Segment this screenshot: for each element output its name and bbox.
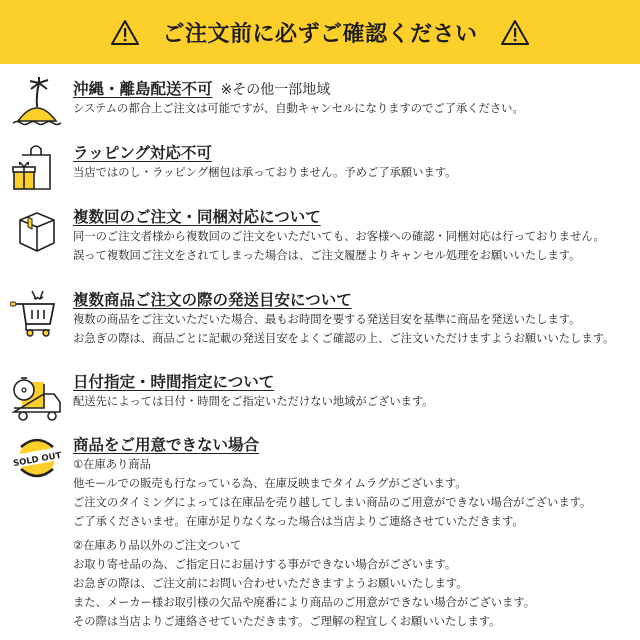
section-body: ①在庫あり商品 他モールでの販売も行なっている為、在庫反映までタイムラグがございます。 ご注文のタイミングによっては在庫品を売り越してしまい商品のご用意ができない場合がございます。 ご了承くださいませ。在庫が足りなくなった場合は当店よりご連絡させていただきます。 ②在庫あり品以外のご注文ついて お取り寄せ品の為、ご指定日にお届けする事ができない場合がございます。 お急ぎの際は、ご注文前にお問い合わせいただきますようお願いいたします。 また、メーカー様お取引様の欠品や廃番により商品のご用意ができない場合がございます。 その際は当店よりご連絡させていただきます。ご理解の程宜しくお願いいたします。 <box>73 458 592 628</box>
cart-icon <box>10 288 64 342</box>
palm-island-icon <box>10 77 64 131</box>
section-title: 商品をご用意できない場合 <box>73 436 260 454</box>
box-icon <box>10 205 64 259</box>
header-banner <box>0 0 640 64</box>
section-body: 同一のご注文者様から複数回のご注文をいただいても、お客様への確認・同梱対応は行っておりません。 誤って複数回ご注文をされてしまった場合は、ご注文履歴よりキャンセル処理をお願いいたします。 <box>73 230 605 262</box>
section-body: 複数の商品をご注文いただいた場合、最もお時間を要する発送目安を基準に商品を発送いたします。 お急ぎの際は、商品ごとに記載の発送目安をよくご確認の上、ご注文いただけますようお願いいたします。 <box>73 313 615 345</box>
section-title: ラッピング対応不可 <box>73 144 212 162</box>
section-body: システムの都合上ご注文は可能ですが、自動キャンセルになりますのでご了承ください。 <box>73 102 524 115</box>
section-title: 複数商品ご注文の際の発送目安について <box>73 291 352 309</box>
section-body: 配送先によっては日付・時間をご指定いただけない地域がございます。 <box>73 395 434 408</box>
warning-icon <box>500 19 530 46</box>
section-title: 複数回のご注文・同梱対応について <box>73 208 321 226</box>
gift-bag-icon <box>10 141 64 195</box>
section-body: 当店ではのし・ラッピング梱包は承っておりません。予めご了承願います。 <box>73 166 457 179</box>
section-note: ※その他一部地域 <box>220 82 331 98</box>
sold-out-icon <box>10 433 64 487</box>
timer-truck-icon <box>10 370 64 424</box>
page-title: ご注文前に必ずご確認ください <box>162 21 478 47</box>
svg-text:SOLD OUT: SOLD OUT <box>12 450 63 470</box>
section-title: 日付指定・時間指定について <box>73 373 275 391</box>
warning-icon <box>110 19 140 46</box>
section-title: 沖縄・離島配送不可 ※その他一部地域 <box>73 80 331 98</box>
